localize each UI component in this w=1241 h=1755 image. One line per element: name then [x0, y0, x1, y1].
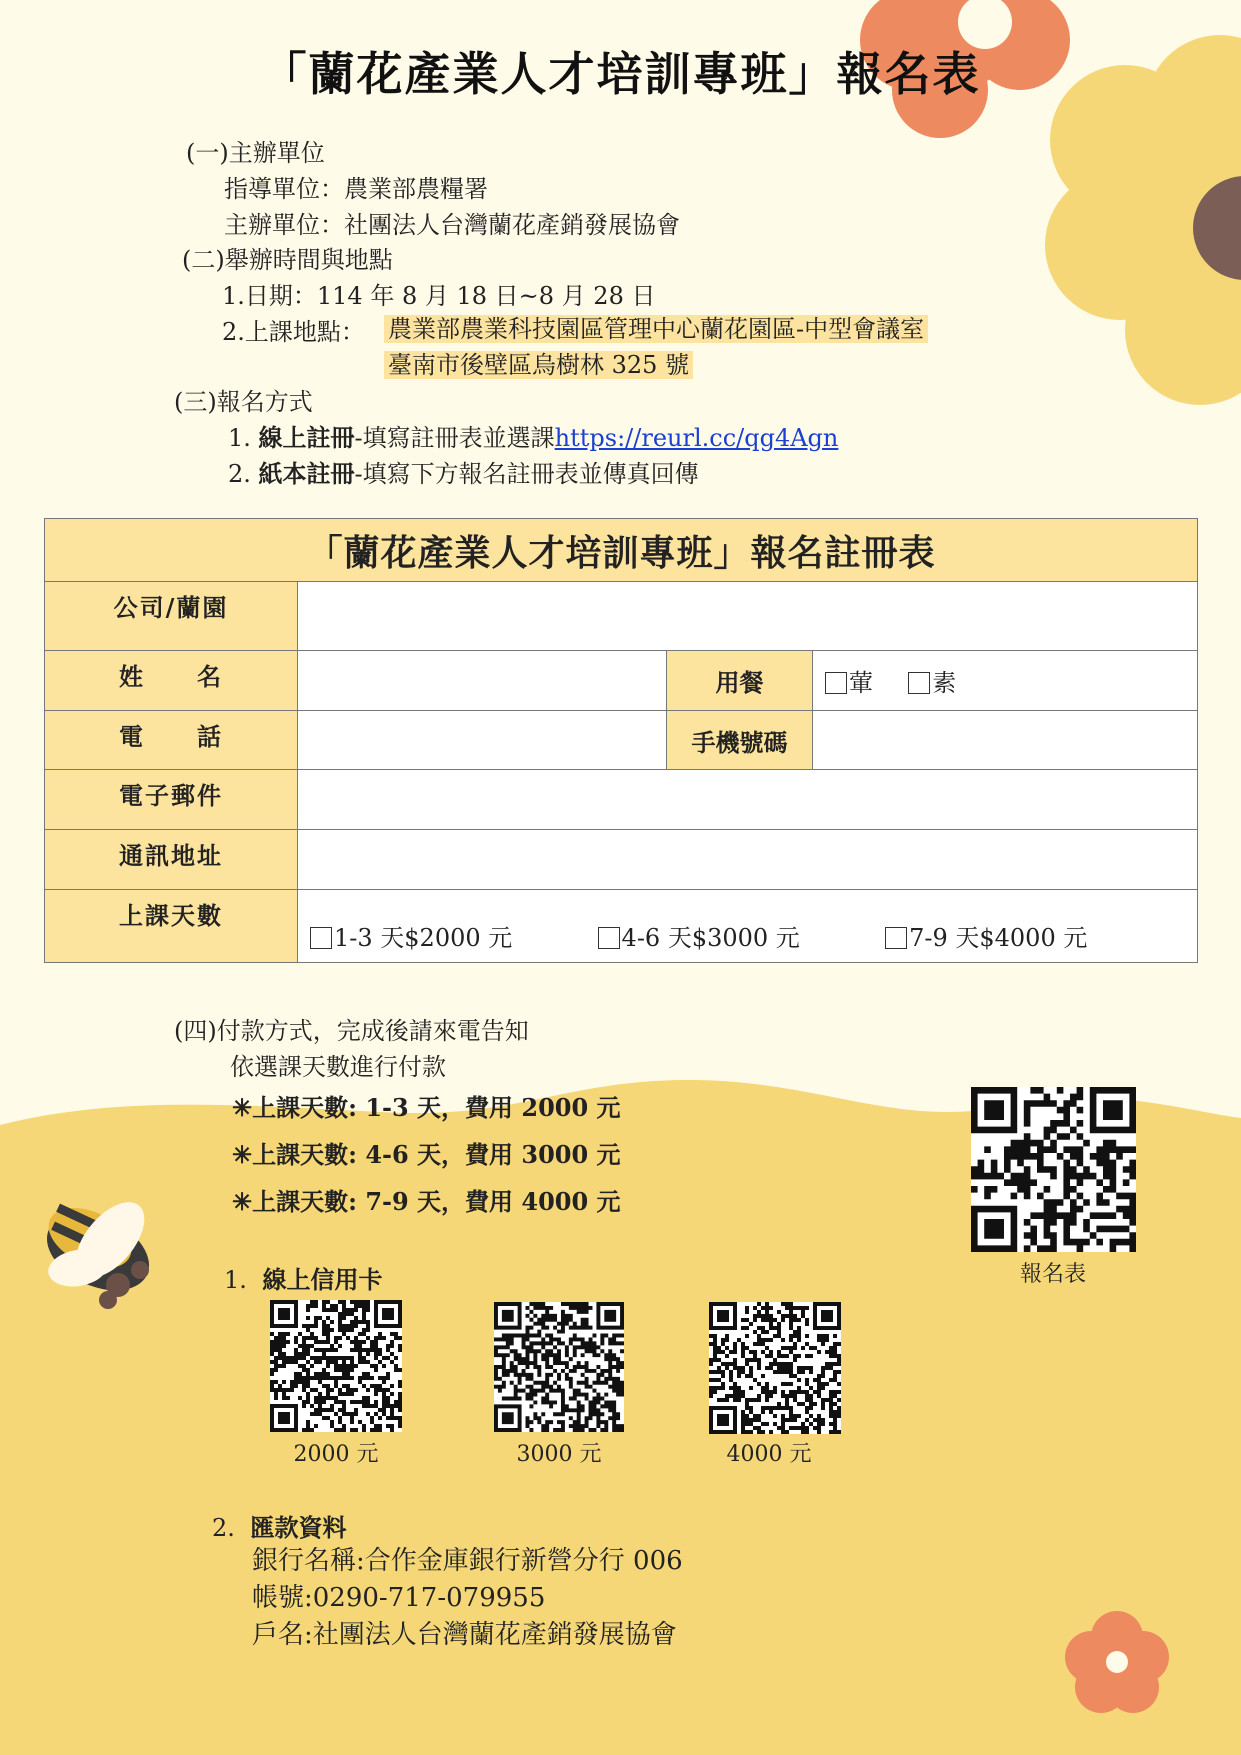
days-options	[298, 890, 1198, 963]
credit-card-heading	[224, 1260, 383, 1295]
bank-account: 帳號:0290-717-079955	[252, 1583, 546, 1613]
days-4-6-checkbox[interactable]	[598, 927, 620, 949]
address-label: 通訊地址	[45, 830, 298, 890]
fee-2: ✳上課天數: 4-6 天，費用 3000 元	[232, 1140, 621, 1169]
mobile-input[interactable]	[813, 711, 1198, 770]
phone-input[interactable]	[298, 711, 667, 770]
credit-card-label: 線上信用卡	[262, 1265, 383, 1294]
online-register-label: 線上註冊	[258, 423, 355, 452]
item-number: 1.	[224, 1266, 247, 1294]
qr-code-3000[interactable]	[494, 1302, 624, 1432]
item-number: 2.	[212, 1514, 235, 1542]
days-1-3-checkbox[interactable]	[310, 927, 332, 949]
name-input[interactable]	[298, 651, 667, 711]
table-title: 「蘭花產業人才培訓專班」報名註冊表	[45, 519, 1198, 582]
organizer-heading: (一)主辦單位	[186, 139, 325, 167]
online-register-text: -填寫註冊表並選課	[354, 424, 555, 452]
email-input[interactable]	[298, 770, 1198, 830]
page-title: 「蘭花產業人才培訓專班」報名表	[260, 47, 981, 101]
qr-icon	[494, 1302, 624, 1432]
place-label: 2.上課地點：	[222, 318, 365, 346]
qr-caption-form: 報名表	[1019, 1262, 1086, 1287]
time-place-heading: (二)舉辦時間與地點	[182, 246, 393, 274]
bank-holder: 戶名:社團法人台灣蘭花產銷發展協會	[252, 1620, 677, 1650]
bank-label: 匯款資料	[250, 1513, 347, 1542]
veg-label: 素	[932, 669, 957, 697]
registration-table	[44, 518, 1198, 963]
qr-caption-2000: 2000 元	[293, 1442, 379, 1467]
days-7-9-label: 7-9 天$4000 元	[909, 923, 1088, 952]
guide-unit: 指導單位：農業部農糧署	[224, 175, 488, 203]
days-4-6-label: 4-6 天$3000 元	[621, 923, 800, 952]
qr-icon	[971, 1087, 1136, 1252]
signup-heading: (三)報名方式	[174, 388, 313, 416]
payment-heading: (四)付款方式，完成後請來電告知	[174, 1017, 529, 1045]
days-1-3-label: 1-3 天$2000 元	[334, 923, 513, 952]
company-label: 公司/蘭園	[45, 582, 298, 651]
item-number: 1.	[228, 424, 251, 452]
register-link[interactable]: https://reurl.cc/qg4Agn	[554, 424, 839, 452]
veg-checkbox[interactable]	[908, 672, 930, 694]
date-text: 1.日期：114 年 8 月 18 日~8 月 28 日	[222, 282, 656, 310]
address-input[interactable]	[298, 830, 1198, 890]
paper-register-text: -填寫下方報名註冊表並傳真回傳	[354, 460, 699, 488]
qr-caption-4000: 4000 元	[726, 1442, 812, 1467]
email-label: 電子郵件	[45, 770, 298, 830]
payment-sub: 依選課天數進行付款	[230, 1053, 446, 1081]
host-unit: 主辦單位：社團法人台灣蘭花產銷發展協會	[224, 211, 680, 239]
qr-code-2000[interactable]	[270, 1300, 402, 1432]
mobile-label: 手機號碼	[667, 711, 813, 770]
meat-checkbox[interactable]	[825, 672, 847, 694]
item-number: 2.	[228, 460, 251, 488]
fee-3: ✳上課天數: 7-9 天，費用 4000 元	[232, 1187, 621, 1216]
name-label: 姓 名	[45, 651, 298, 711]
meal-options	[813, 651, 1198, 711]
phone-label: 電 話	[45, 711, 298, 770]
fee-1: ✳上課天數: 1-3 天，費用 2000 元	[232, 1093, 621, 1122]
bank-heading	[212, 1508, 347, 1543]
meat-label: 葷	[849, 669, 873, 697]
signup-item-online	[228, 418, 838, 453]
qr-code-form[interactable]	[971, 1087, 1136, 1252]
meal-label: 用餐	[667, 651, 813, 711]
qr-caption-3000: 3000 元	[516, 1442, 602, 1467]
days-label: 上課天數	[45, 890, 298, 963]
place-line-2: 臺南市後壁區烏樹林 325 號	[384, 351, 693, 379]
signup-item-paper	[228, 454, 699, 489]
qr-code-4000[interactable]	[709, 1302, 841, 1434]
qr-icon	[709, 1302, 841, 1434]
place-line-1: 農業部農業科技園區管理中心蘭花園區-中型會議室	[384, 315, 928, 343]
bank-name: 銀行名稱:合作金庫銀行新營分行 006	[252, 1546, 683, 1576]
qr-icon	[270, 1300, 402, 1432]
company-input[interactable]	[298, 582, 1198, 651]
days-7-9-checkbox[interactable]	[885, 927, 907, 949]
paper-register-label: 紙本註冊	[258, 459, 355, 488]
